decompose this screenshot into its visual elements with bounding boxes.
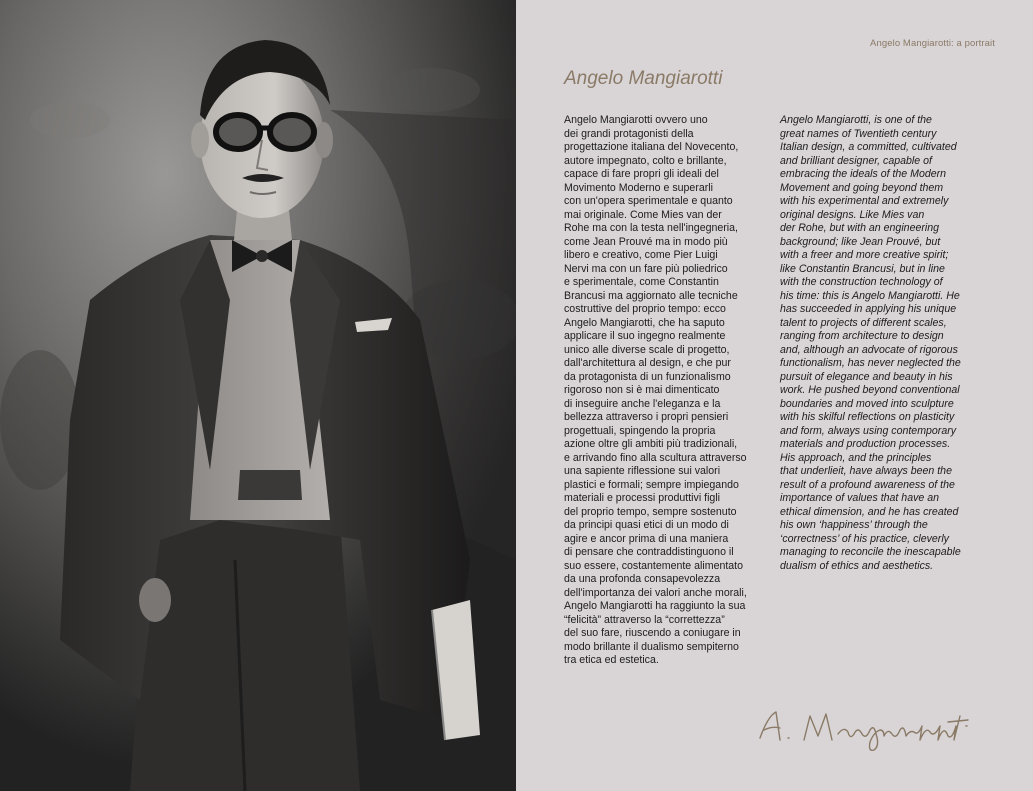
body-text-italian: Angelo Mangiarotti ovvero uno dei grandi protagonisti della progettazione italiana del Novecento, autore impegnato, colto e brillante, capace di fare propri gli ideali del Movimento Moderno e superarli con un'opera sperimentale e quanto mai originale. Come Mies van der Rohe ma con la testa nell'ingegneria, come Jean Prouvé ma in modo più libero e creativo, come Pier Luigi Nervi ma con un fare più poliedrico e sperimentale, come Constantin Brancusi ma aggiornato alle tecniche costruttive del proprio tempo: ecco Angelo Mangiarotti, che ha saputo applicare il suo ingegno realmente unico alle diverse scale di progetto, dall'architettura al design, e che pur da protagonista di un funzionalismo rigoroso non si è mai dimenticato di inseguire anche l'eleganza e la bellezza attraverso i propri pensieri progettuali, spingendo la propria azione oltre gli ambiti più tradizionali, e arrivando fino alla scultura attraverso una sapiente riflessione sui valori plastici e formali; sempre impiegando materiali e processi produttivi figli del proprio tempo, sempre sostenuto da principi quasi etici di un modo di agire e ancor prima di una maniera di pensare che contraddistinguono il suo essere, costantemente alimentato da una profonda consapevolezza dell'importanza dei valori anche morali, Angelo Mangiarotti ha raggiunto la sua “felicità” attraverso la “correttezza” del suo fare, riuscendo a coniugare in modo brillante il dualismo sempiterno tra etica ed estetica. [564, 114, 747, 666]
text-page [516, 0, 1033, 791]
portrait-photo [0, 0, 516, 791]
running-head: Angelo Mangiarotti: a portrait [870, 38, 995, 49]
page-title: Angelo Mangiarotti [564, 68, 723, 89]
handwritten-signature [754, 696, 994, 756]
body-text-english: Angelo Mangiarotti, is one of the great names of Twentieth century Italian design, a committed, cultivated and brilliant designer, capable of embracing the ideals of the Modern Movement and going beyond them with his experimental and extremely original designs. Like Mies van der Rohe, but with an engineering background; like Jean Prouvé, but with a freer and more creative spirit; like Constantin Brancusi, but in line with the construction technology of his time: this is Angelo Mangiarotti. He has succeeded in applying his unique talent to projects of different scales, ranging from architecture to design and, although an advocate of rigorous functionalism, has never neglected the pursuit of elegance and beauty in his work. He pushed beyond conventional boundaries and moved into sculpture with his skilful reflections on plasticity and form, always using contemporary materials and production processes. His approach, and the principles that underlieit, have always been the result of a profound awareness of the importance of values that have an ethical dimension, and he has created his own ‘happiness’ through the ‘correctness’ of his practice, cleverly managing to reconcile the inescapable dualism of ethics and aesthetics. [780, 114, 961, 572]
